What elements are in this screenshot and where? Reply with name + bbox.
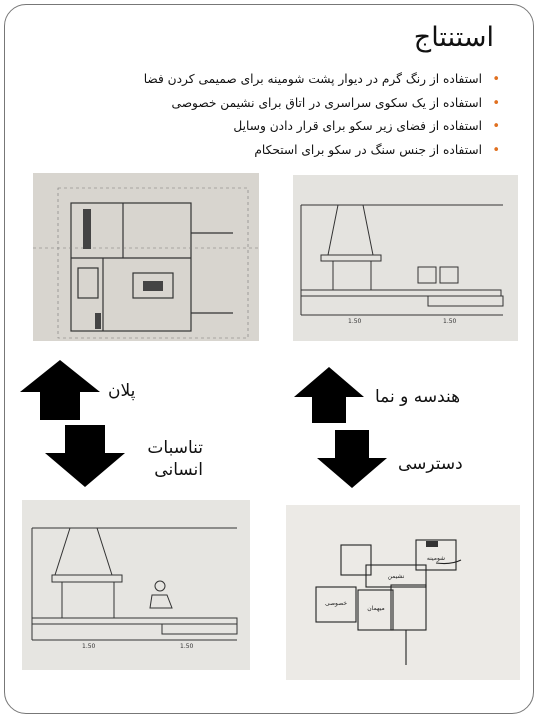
access-diagram-photo [286, 505, 520, 680]
conclusion-list [30, 68, 500, 162]
human-proportions-label: تناسبات انسانی [147, 438, 203, 480]
floor-plan-drawing [33, 173, 259, 341]
elevation-photo [293, 175, 518, 341]
human-scale-elevation-photo [22, 500, 250, 670]
arrow-down-icon [45, 425, 125, 487]
access-label: دسترسی [398, 454, 463, 474]
access-diagram-drawing [286, 505, 520, 680]
bullet-item: • استفاده از یک سکوی سراسری در اتاق برای نشیمن خصوصی [30, 92, 500, 116]
room-label: خصوصی [324, 600, 348, 607]
bullet-item: • استفاده از جنس سنگ در سکو برای استحکام [30, 139, 500, 163]
dimension-label: 1.50 [443, 318, 457, 325]
room-label: نشیمن [387, 573, 405, 580]
slide-title: استنتاج [413, 22, 494, 53]
arrow-up-icon [20, 360, 100, 420]
room-label: میهمان [367, 605, 385, 612]
bullet-icon: • [492, 72, 500, 87]
arrow-down-icon [317, 430, 387, 488]
bullet-icon: • [492, 95, 500, 111]
elevation-drawing [293, 175, 518, 341]
dimension-label: 1.50 [180, 643, 194, 650]
bullet-icon: • [492, 119, 500, 134]
room-label: شومینه [426, 555, 446, 562]
bullet-item: • استفاده از رنگ گرم در دیوار پشت شومینه برای صمیمی کردن فضا [30, 68, 500, 92]
plan-label: پلان [108, 381, 136, 401]
arrow-up-icon [294, 367, 364, 423]
bullet-item: • استفاده از فضای زیر سکو برای قرار دادن وسایل [30, 115, 500, 139]
dimension-label: 1.50 [82, 643, 96, 650]
dimension-label: 1.50 [348, 318, 362, 325]
geometry-facade-label: هندسه و نما [375, 387, 461, 407]
bullet-icon: • [492, 142, 500, 158]
human-scale-drawing [22, 500, 250, 670]
floor-plan-photo [33, 173, 259, 341]
